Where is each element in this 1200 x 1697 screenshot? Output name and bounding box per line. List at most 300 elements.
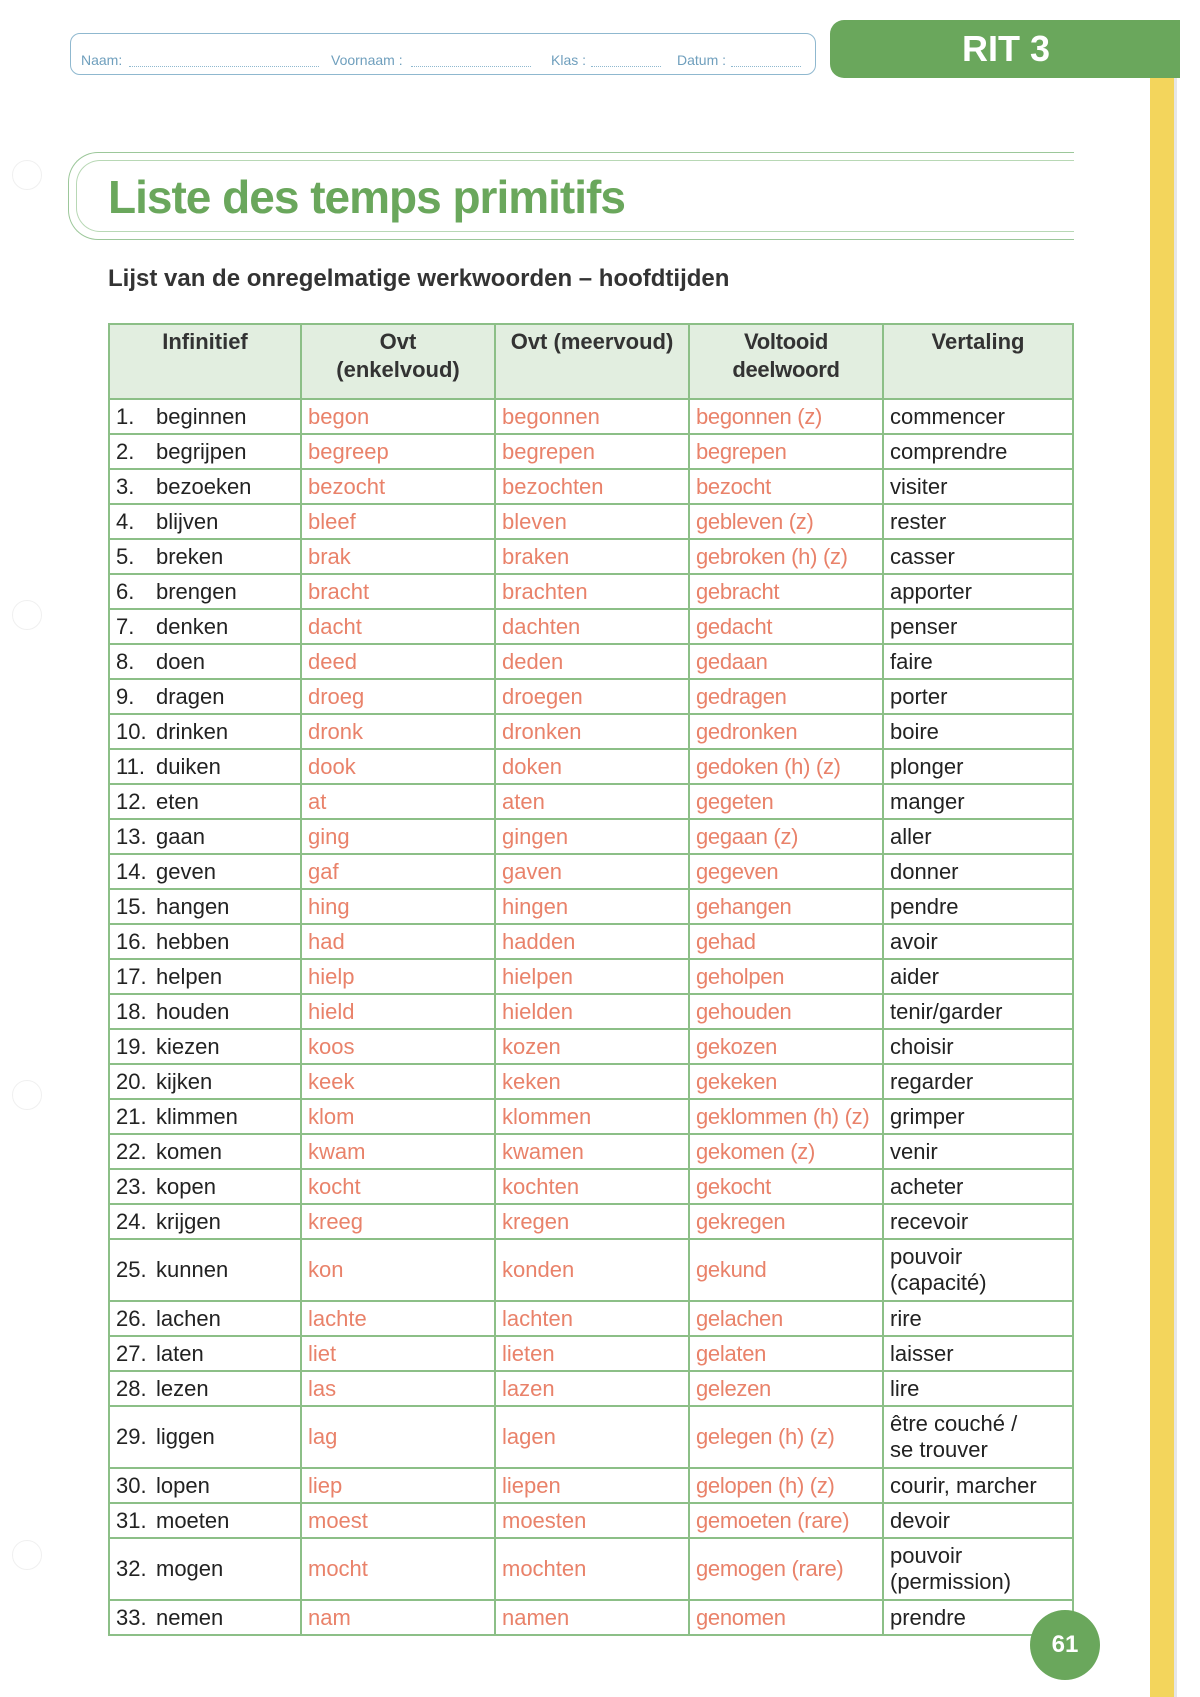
translation-text: comprendre xyxy=(890,438,1008,464)
cell-ovt-enkelvoud: moest xyxy=(301,1503,495,1538)
cell-ovt-enkelvoud: hielp xyxy=(301,959,495,994)
infinitive-text: lezen xyxy=(156,1375,209,1401)
cell-voltooid-deelwoord: gekocht xyxy=(689,1169,883,1204)
cell-infinitief xyxy=(109,1371,301,1406)
cell-vertaling xyxy=(883,1099,1073,1134)
row-number: 5. xyxy=(116,543,135,569)
verb-table xyxy=(108,323,1074,1636)
translation-text-line2: (permission) xyxy=(890,1569,1012,1594)
cell-vertaling xyxy=(883,1204,1073,1239)
translation-text: prendre xyxy=(890,1604,966,1630)
cell-vertaling xyxy=(883,924,1073,959)
cell-vertaling xyxy=(883,784,1073,819)
cell-infinitief xyxy=(109,1099,301,1134)
infinitive-text: laten xyxy=(156,1340,204,1366)
translation-text: manger xyxy=(890,788,965,814)
cell-vertaling xyxy=(883,1301,1073,1336)
cell-vertaling xyxy=(883,434,1073,469)
cell-vertaling xyxy=(883,1538,1073,1600)
row-number: 14. xyxy=(116,858,147,884)
binder-hole xyxy=(12,1540,42,1570)
cell-voltooid-deelwoord: genomen xyxy=(689,1600,883,1635)
infinitive-text: kiezen xyxy=(156,1033,220,1059)
date-field-line[interactable] xyxy=(731,66,801,67)
cell-infinitief xyxy=(109,434,301,469)
infinitive-text: hangen xyxy=(156,893,230,919)
row-number: 22. xyxy=(116,1138,147,1164)
cell-vertaling xyxy=(883,889,1073,924)
cell-vertaling xyxy=(883,469,1073,504)
cell-ovt-enkelvoud: dacht xyxy=(301,609,495,644)
row-number: 12. xyxy=(116,788,147,814)
translation-text: grimper xyxy=(890,1103,965,1129)
row-number: 18. xyxy=(116,998,147,1024)
cell-infinitief xyxy=(109,1538,301,1600)
cell-voltooid-deelwoord: gemoeten (rare) xyxy=(689,1503,883,1538)
infinitive-text: kopen xyxy=(156,1173,216,1199)
table-row xyxy=(109,1099,1073,1134)
cell-infinitief xyxy=(109,1064,301,1099)
cell-ovt-meervoud: gingen xyxy=(495,819,689,854)
infinitive-text: kunnen xyxy=(156,1257,229,1282)
cell-ovt-meervoud: doken xyxy=(495,749,689,784)
infinitive-text: helpen xyxy=(156,963,223,989)
translation-text: être couché / xyxy=(890,1411,1018,1436)
table-row xyxy=(109,399,1073,434)
cell-ovt-enkelvoud: nam xyxy=(301,1600,495,1635)
cell-vertaling xyxy=(883,1064,1073,1099)
translation-text: laisser xyxy=(890,1340,954,1366)
cell-infinitief xyxy=(109,959,301,994)
table-row xyxy=(109,854,1073,889)
cell-ovt-enkelvoud: begon xyxy=(301,399,495,434)
row-number: 32. xyxy=(116,1556,147,1581)
infinitive-text: nemen xyxy=(156,1604,224,1630)
cell-ovt-meervoud: bezochten xyxy=(495,469,689,504)
table-row xyxy=(109,1468,1073,1503)
cell-voltooid-deelwoord: gekozen xyxy=(689,1029,883,1064)
row-number: 6. xyxy=(116,578,135,604)
cell-vertaling xyxy=(883,1169,1073,1204)
page-edge-bar xyxy=(1150,78,1176,1697)
translation-text: acheter xyxy=(890,1173,964,1199)
cell-ovt-meervoud: lagen xyxy=(495,1406,689,1468)
cell-vertaling xyxy=(883,1134,1073,1169)
cell-voltooid-deelwoord: gedacht xyxy=(689,609,883,644)
table-row xyxy=(109,1336,1073,1371)
cell-infinitief xyxy=(109,1204,301,1239)
translation-text: rester xyxy=(890,508,947,534)
cell-ovt-meervoud: liepen xyxy=(495,1468,689,1503)
cell-vertaling xyxy=(883,749,1073,784)
cell-ovt-enkelvoud: klom xyxy=(301,1099,495,1134)
infinitive-text: eten xyxy=(156,788,199,814)
cell-ovt-enkelvoud: liep xyxy=(301,1468,495,1503)
translation-text: venir xyxy=(890,1138,938,1164)
cell-infinitief xyxy=(109,504,301,539)
table-row xyxy=(109,1538,1073,1600)
cell-vertaling xyxy=(883,854,1073,889)
table-row xyxy=(109,1301,1073,1336)
page-subtitle: Lijst van de onregelmatige werkwoorden – hoofdtijden xyxy=(108,265,730,292)
cell-ovt-enkelvoud: gaf xyxy=(301,854,495,889)
cell-voltooid-deelwoord: gekund xyxy=(689,1239,883,1301)
cell-ovt-meervoud: lazen xyxy=(495,1371,689,1406)
row-number: 11. xyxy=(116,753,145,779)
table-row xyxy=(109,784,1073,819)
cell-ovt-meervoud: droegen xyxy=(495,679,689,714)
infinitive-text: brengen xyxy=(156,578,237,604)
cell-ovt-enkelvoud: hing xyxy=(301,889,495,924)
page-number: 61 xyxy=(1030,1610,1100,1680)
header-voltooid-deelwoord: Voltooid deelwoord xyxy=(689,324,883,399)
cell-infinitief xyxy=(109,1468,301,1503)
table-row xyxy=(109,1169,1073,1204)
cell-ovt-enkelvoud: bezocht xyxy=(301,469,495,504)
cell-ovt-meervoud: kwamen xyxy=(495,1134,689,1169)
cell-ovt-enkelvoud: kocht xyxy=(301,1169,495,1204)
cell-voltooid-deelwoord: gedoken (h) (z) xyxy=(689,749,883,784)
name-field-label: Naam: xyxy=(81,52,123,68)
table-row xyxy=(109,574,1073,609)
infinitive-text: mogen xyxy=(156,1556,224,1581)
row-number: 8. xyxy=(116,648,135,674)
row-number: 31. xyxy=(116,1507,147,1533)
table-row xyxy=(109,749,1073,784)
cell-ovt-enkelvoud: bleef xyxy=(301,504,495,539)
infinitive-text: bezoeken xyxy=(156,473,252,499)
date-field-label: Datum : xyxy=(677,52,727,68)
binder-hole xyxy=(12,600,42,630)
cell-ovt-meervoud: mochten xyxy=(495,1538,689,1600)
cell-ovt-enkelvoud: hield xyxy=(301,994,495,1029)
cell-voltooid-deelwoord: gehouden xyxy=(689,994,883,1029)
cell-voltooid-deelwoord: gegaan (z) xyxy=(689,819,883,854)
cell-infinitief xyxy=(109,1503,301,1538)
cell-ovt-meervoud: dachten xyxy=(495,609,689,644)
cell-vertaling xyxy=(883,504,1073,539)
cell-vertaling xyxy=(883,574,1073,609)
student-info-box xyxy=(70,33,816,75)
row-number: 29. xyxy=(116,1424,147,1449)
cell-vertaling xyxy=(883,1029,1073,1064)
infinitive-text: denken xyxy=(156,613,229,639)
cell-ovt-meervoud: konden xyxy=(495,1239,689,1301)
cell-vertaling xyxy=(883,714,1073,749)
cell-ovt-meervoud: kochten xyxy=(495,1169,689,1204)
table-row xyxy=(109,1064,1073,1099)
cell-voltooid-deelwoord: gedragen xyxy=(689,679,883,714)
header-ovt-enkelvoud: Ovt (enkelvoud) xyxy=(301,324,495,399)
translation-text: plonger xyxy=(890,753,964,779)
cell-infinitief xyxy=(109,1029,301,1064)
infinitive-text: klimmen xyxy=(156,1103,238,1129)
cell-ovt-enkelvoud: bracht xyxy=(301,574,495,609)
table-row xyxy=(109,819,1073,854)
translation-text: faire xyxy=(890,648,933,674)
translation-text: penser xyxy=(890,613,958,639)
translation-text: boire xyxy=(890,718,939,744)
page-title: Liste des temps primitifs xyxy=(108,171,625,223)
cell-ovt-enkelvoud: koos xyxy=(301,1029,495,1064)
translation-text: aller xyxy=(890,823,932,849)
cell-voltooid-deelwoord: gehangen xyxy=(689,889,883,924)
cell-ovt-enkelvoud: dook xyxy=(301,749,495,784)
cell-ovt-meervoud: hadden xyxy=(495,924,689,959)
cell-voltooid-deelwoord: geklommen (h) (z) xyxy=(689,1099,883,1134)
infinitive-text: blijven xyxy=(156,508,219,534)
infinitive-text: dragen xyxy=(156,683,225,709)
row-number: 20. xyxy=(116,1068,147,1094)
row-number: 10. xyxy=(116,718,147,744)
cell-voltooid-deelwoord: gebleven (z) xyxy=(689,504,883,539)
chapter-tab xyxy=(830,20,1180,78)
infinitive-text: begrijpen xyxy=(156,438,247,464)
cell-vertaling xyxy=(883,1468,1073,1503)
cell-infinitief xyxy=(109,539,301,574)
cell-ovt-meervoud: lachten xyxy=(495,1301,689,1336)
row-number: 13. xyxy=(116,823,147,849)
cell-ovt-meervoud: deden xyxy=(495,644,689,679)
cell-ovt-enkelvoud: liet xyxy=(301,1336,495,1371)
table-row xyxy=(109,1134,1073,1169)
cell-ovt-meervoud: kregen xyxy=(495,1204,689,1239)
cell-voltooid-deelwoord: begonnen (z) xyxy=(689,399,883,434)
cell-ovt-enkelvoud: at xyxy=(301,784,495,819)
infinitive-text: kijken xyxy=(156,1068,213,1094)
cell-ovt-meervoud: dronken xyxy=(495,714,689,749)
cell-infinitief xyxy=(109,1301,301,1336)
cell-ovt-enkelvoud: lag xyxy=(301,1406,495,1468)
row-number: 1. xyxy=(116,403,135,429)
cell-ovt-meervoud: namen xyxy=(495,1600,689,1635)
infinitive-text: houden xyxy=(156,998,230,1024)
infinitive-text: komen xyxy=(156,1138,223,1164)
cell-voltooid-deelwoord: gedronken xyxy=(689,714,883,749)
infinitive-text: liggen xyxy=(156,1424,215,1449)
table-row xyxy=(109,924,1073,959)
cell-voltooid-deelwoord: gegeven xyxy=(689,854,883,889)
header-ovt-meervoud: Ovt (meervoud) xyxy=(495,324,689,399)
infinitive-text: krijgen xyxy=(156,1208,221,1234)
table-row xyxy=(109,1029,1073,1064)
cell-ovt-meervoud: brachten xyxy=(495,574,689,609)
cell-voltooid-deelwoord: gekregen xyxy=(689,1204,883,1239)
binder-hole xyxy=(12,160,42,190)
translation-text: choisir xyxy=(890,1033,954,1059)
cell-ovt-enkelvoud: lachte xyxy=(301,1301,495,1336)
translation-text-line2: se trouver xyxy=(890,1437,988,1462)
cell-voltooid-deelwoord: begrepen xyxy=(689,434,883,469)
cell-infinitief xyxy=(109,644,301,679)
header-vertaling: Vertaling xyxy=(883,324,1073,399)
cell-infinitief xyxy=(109,889,301,924)
table-row xyxy=(109,434,1073,469)
translation-text-line2: (capacité) xyxy=(890,1270,987,1295)
cell-vertaling xyxy=(883,1239,1073,1301)
cell-infinitief xyxy=(109,1600,301,1635)
table-row xyxy=(109,644,1073,679)
table-row xyxy=(109,469,1073,504)
cell-ovt-meervoud: moesten xyxy=(495,1503,689,1538)
row-number: 19. xyxy=(116,1033,147,1059)
infinitive-text: moeten xyxy=(156,1507,230,1533)
translation-text: rire xyxy=(890,1305,922,1331)
translation-text: donner xyxy=(890,858,959,884)
cell-infinitief xyxy=(109,609,301,644)
infinitive-text: lopen xyxy=(156,1472,210,1498)
cell-vertaling xyxy=(883,819,1073,854)
row-number: 27. xyxy=(116,1340,147,1366)
cell-ovt-enkelvoud: kreeg xyxy=(301,1204,495,1239)
chapter-tab-label: RIT 3 xyxy=(961,28,1050,69)
infinitive-text: drinken xyxy=(156,718,229,744)
cell-ovt-meervoud: keken xyxy=(495,1064,689,1099)
table-row xyxy=(109,959,1073,994)
cell-voltooid-deelwoord: gelaten xyxy=(689,1336,883,1371)
cell-voltooid-deelwoord: gekomen (z) xyxy=(689,1134,883,1169)
row-number: 33. xyxy=(116,1604,147,1630)
translation-text: devoir xyxy=(890,1507,950,1533)
infinitive-text: hebben xyxy=(156,928,230,954)
cell-voltooid-deelwoord: gelachen xyxy=(689,1301,883,1336)
row-number: 21. xyxy=(116,1103,147,1129)
row-number: 2. xyxy=(116,438,135,464)
cell-ovt-enkelvoud: kon xyxy=(301,1239,495,1301)
cell-voltooid-deelwoord: gebroken (h) (z) xyxy=(689,539,883,574)
translation-text: tenir/garder xyxy=(890,998,1003,1024)
row-number: 24. xyxy=(116,1208,147,1234)
row-number: 25. xyxy=(116,1257,147,1282)
translation-text: pendre xyxy=(890,893,959,919)
translation-text: pouvoir xyxy=(890,1543,963,1568)
cell-ovt-meervoud: klommen xyxy=(495,1099,689,1134)
translation-text: pouvoir xyxy=(890,1244,963,1269)
cell-voltooid-deelwoord: gekeken xyxy=(689,1064,883,1099)
cell-vertaling xyxy=(883,994,1073,1029)
cell-ovt-meervoud: hielpen xyxy=(495,959,689,994)
cell-ovt-enkelvoud: dronk xyxy=(301,714,495,749)
row-number: 7. xyxy=(116,613,135,639)
cell-infinitief xyxy=(109,819,301,854)
cell-vertaling xyxy=(883,399,1073,434)
translation-text: casser xyxy=(890,543,955,569)
cell-ovt-enkelvoud: las xyxy=(301,1371,495,1406)
row-number: 16. xyxy=(116,928,147,954)
table-row xyxy=(109,504,1073,539)
translation-text: apporter xyxy=(890,578,972,604)
cell-infinitief xyxy=(109,1336,301,1371)
infinitive-text: lachen xyxy=(156,1305,221,1331)
infinitive-text: breken xyxy=(156,543,224,569)
cell-infinitief xyxy=(109,854,301,889)
cell-voltooid-deelwoord: gehad xyxy=(689,924,883,959)
firstname-field-label: Voornaam : xyxy=(331,52,403,68)
cell-vertaling xyxy=(883,679,1073,714)
cell-ovt-enkelvoud: begreep xyxy=(301,434,495,469)
cell-voltooid-deelwoord: gemogen (rare) xyxy=(689,1538,883,1600)
cell-infinitief xyxy=(109,1239,301,1301)
cell-ovt-meervoud: aten xyxy=(495,784,689,819)
row-number: 9. xyxy=(116,683,135,709)
translation-text: aider xyxy=(890,963,939,989)
table-row xyxy=(109,994,1073,1029)
row-number: 23. xyxy=(116,1173,147,1199)
cell-infinitief xyxy=(109,1169,301,1204)
cell-ovt-meervoud: begrepen xyxy=(495,434,689,469)
cell-ovt-meervoud: begonnen xyxy=(495,399,689,434)
cell-vertaling xyxy=(883,1371,1073,1406)
cell-ovt-enkelvoud: deed xyxy=(301,644,495,679)
table-row xyxy=(109,539,1073,574)
cell-ovt-enkelvoud: brak xyxy=(301,539,495,574)
cell-infinitief xyxy=(109,749,301,784)
cell-infinitief xyxy=(109,714,301,749)
table-row xyxy=(109,1239,1073,1301)
table-row xyxy=(109,889,1073,924)
page-edge-shadow xyxy=(1174,78,1177,1697)
cell-infinitief xyxy=(109,1406,301,1468)
cell-infinitief xyxy=(109,679,301,714)
row-number: 26. xyxy=(116,1305,147,1331)
cell-ovt-meervoud: braken xyxy=(495,539,689,574)
table-row xyxy=(109,1503,1073,1538)
name-field-line[interactable] xyxy=(129,66,319,67)
cell-voltooid-deelwoord: gelopen (h) (z) xyxy=(689,1468,883,1503)
cell-ovt-enkelvoud: ging xyxy=(301,819,495,854)
cell-vertaling xyxy=(883,609,1073,644)
infinitive-text: duiken xyxy=(156,753,221,779)
cell-ovt-enkelvoud: mocht xyxy=(301,1538,495,1600)
cell-ovt-enkelvoud: kwam xyxy=(301,1134,495,1169)
infinitive-text: geven xyxy=(156,858,216,884)
cell-voltooid-deelwoord: gebracht xyxy=(689,574,883,609)
translation-text: avoir xyxy=(890,928,938,954)
cell-vertaling xyxy=(883,1503,1073,1538)
cell-infinitief xyxy=(109,469,301,504)
cell-infinitief xyxy=(109,784,301,819)
binder-hole xyxy=(12,1080,42,1110)
class-field-label: Klas : xyxy=(551,52,587,68)
firstname-field-line[interactable] xyxy=(411,66,531,67)
translation-text: lire xyxy=(890,1375,920,1401)
infinitive-text: doen xyxy=(156,648,205,674)
cell-ovt-meervoud: kozen xyxy=(495,1029,689,1064)
translation-text: courir, marcher xyxy=(890,1472,1037,1498)
cell-ovt-meervoud: gaven xyxy=(495,854,689,889)
infinitive-text: gaan xyxy=(156,823,205,849)
cell-voltooid-deelwoord: gelezen xyxy=(689,1371,883,1406)
row-number: 15. xyxy=(116,893,147,919)
cell-ovt-meervoud: hielden xyxy=(495,994,689,1029)
row-number: 4. xyxy=(116,508,135,534)
cell-voltooid-deelwoord: gedaan xyxy=(689,644,883,679)
translation-text: visiter xyxy=(890,473,948,499)
cell-ovt-enkelvoud: droeg xyxy=(301,679,495,714)
cell-ovt-meervoud: hingen xyxy=(495,889,689,924)
cell-ovt-meervoud: lieten xyxy=(495,1336,689,1371)
table-row xyxy=(109,609,1073,644)
translation-text: recevoir xyxy=(890,1208,969,1234)
cell-vertaling xyxy=(883,1336,1073,1371)
row-number: 30. xyxy=(116,1472,147,1498)
table-row xyxy=(109,1600,1073,1635)
header-infinitief: Infinitief xyxy=(109,324,301,399)
class-field-line[interactable] xyxy=(591,66,661,67)
table-row xyxy=(109,714,1073,749)
table-header-row xyxy=(109,324,1073,399)
row-number: 28. xyxy=(116,1375,147,1401)
